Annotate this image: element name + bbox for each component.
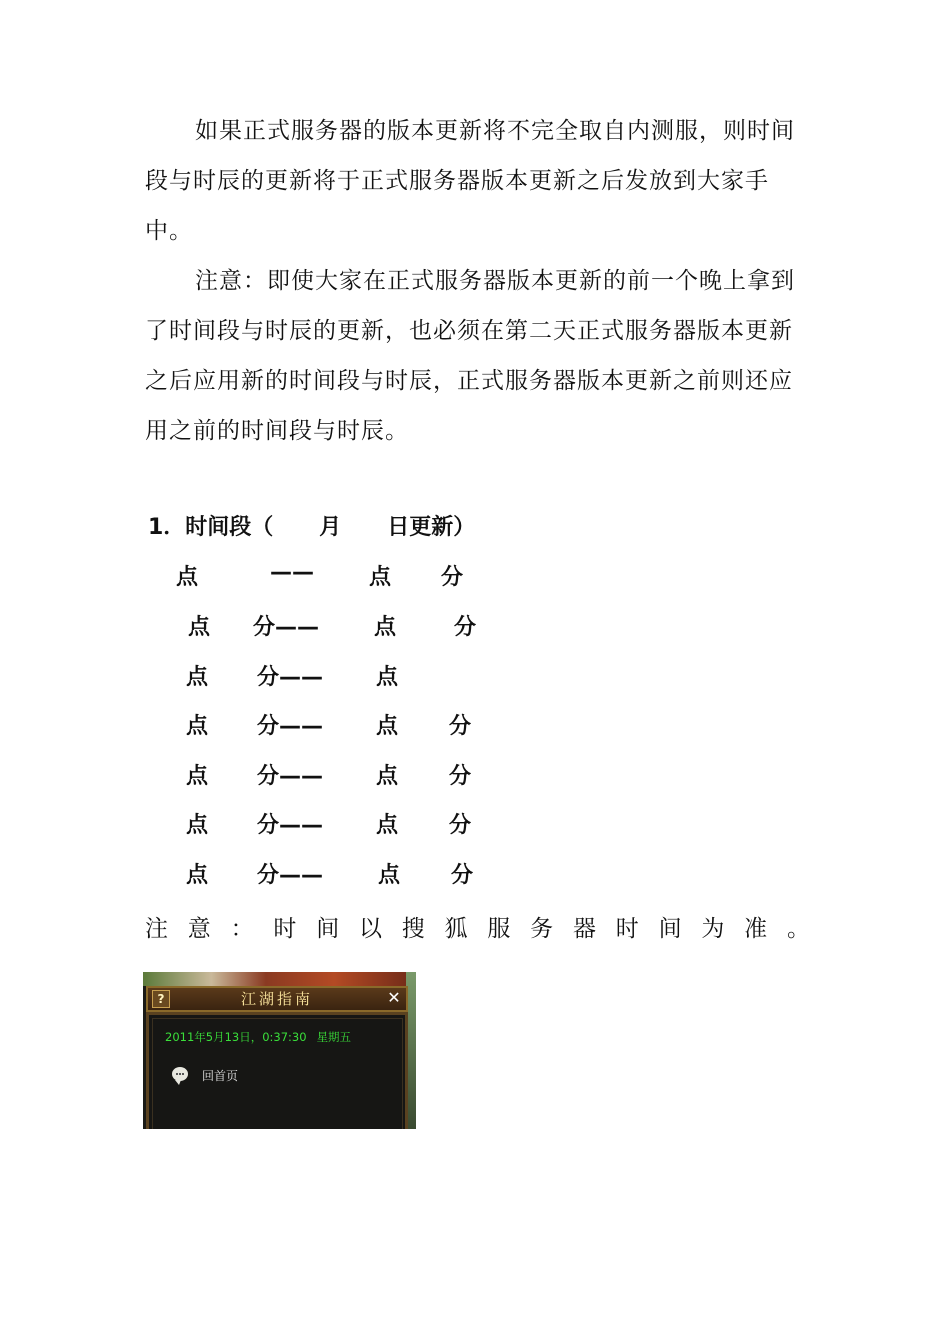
server-weekday: 星期五 — [316, 1030, 352, 1044]
hour-label: 点 — [186, 714, 209, 739]
minute-label: 分 — [449, 764, 472, 789]
schedule-heading: 1．时间段（ 月 日更新） — [148, 515, 476, 540]
hour-label: 点 — [376, 813, 399, 838]
note-char: 准 — [744, 916, 768, 942]
hour-label: 点 — [188, 615, 211, 640]
home-link[interactable]: 回首页 — [202, 1069, 239, 1083]
close-icon[interactable]: ✕ — [387, 988, 401, 1007]
minute-dash: 分—— — [257, 714, 324, 739]
note-char: 服 — [487, 916, 511, 942]
minute-dash: 分—— — [253, 615, 320, 640]
game-background-top — [143, 972, 416, 986]
paragraph-2-text: 注意：即使大家在正式服务器版本更新的前一个晚上拿到了时间段与时辰的更新，也必须在第二天正式服务器版本更新之后应用新的时间段与时辰，正式服务器版本更新之前则还应用之前的时间段与时辰。 — [145, 268, 795, 444]
speech-bubble-icon — [172, 1067, 188, 1081]
minute-label: 分 — [441, 565, 464, 590]
paragraph-1-text: 如果正式服务器的版本更新将不完全取自内测服，则时间段与时辰的更新将于正式服务器版本更新之后发放到大家手中。 — [145, 118, 795, 244]
minute-dash: 分—— — [257, 863, 324, 888]
note-char: 器 — [572, 916, 596, 942]
paragraph-1 — [145, 106, 810, 256]
guide-window-titlebar — [146, 986, 408, 1012]
note-char: 间 — [316, 916, 340, 942]
hour-label: 点 — [186, 665, 209, 690]
hour-label: 点 — [186, 764, 209, 789]
game-guide-window-screenshot — [143, 972, 416, 1129]
hour-label: 点 — [186, 863, 209, 888]
note-char: 。 — [786, 916, 810, 942]
minute-label: 分 — [451, 863, 474, 888]
note-char: 时 — [615, 916, 639, 942]
help-icon[interactable]: ? — [152, 990, 170, 1008]
note-char: 务 — [530, 916, 554, 942]
server-date-time: 2011年5月13日，0:37:30 — [165, 1030, 307, 1044]
hour-label: 点 — [378, 863, 401, 888]
note-char: 间 — [658, 916, 682, 942]
note-char: 以 — [358, 916, 382, 942]
note-char: 时 — [273, 916, 297, 942]
dash: —— — [270, 560, 314, 585]
hour-label: 点 — [376, 665, 399, 690]
note-char: 为 — [701, 916, 725, 942]
minute-dash: 分—— — [257, 813, 324, 838]
server-datetime — [165, 1029, 351, 1045]
note-char: 搜 — [401, 916, 425, 942]
minute-label: 分 — [454, 615, 477, 640]
note-char: 注 — [145, 916, 168, 942]
paragraph-2 — [145, 256, 810, 456]
hour-label: 点 — [186, 813, 209, 838]
minute-label: 分 — [449, 714, 472, 739]
server-time-note — [145, 910, 810, 943]
minute-dash: 分—— — [257, 764, 324, 789]
minute-dash: 分—— — [257, 665, 324, 690]
note-char: 狐 — [444, 916, 468, 942]
hour-label: 点 — [376, 714, 399, 739]
guide-window-title: 江湖指南 — [240, 990, 313, 1008]
minute-label: 分 — [449, 813, 472, 838]
note-char: ： — [230, 916, 254, 942]
hour-label: 点 — [376, 764, 399, 789]
hour-label: 点 — [374, 615, 397, 640]
hour-label: 点 — [176, 565, 199, 590]
hour-label: 点 — [369, 565, 392, 590]
note-char: 意 — [187, 916, 211, 942]
